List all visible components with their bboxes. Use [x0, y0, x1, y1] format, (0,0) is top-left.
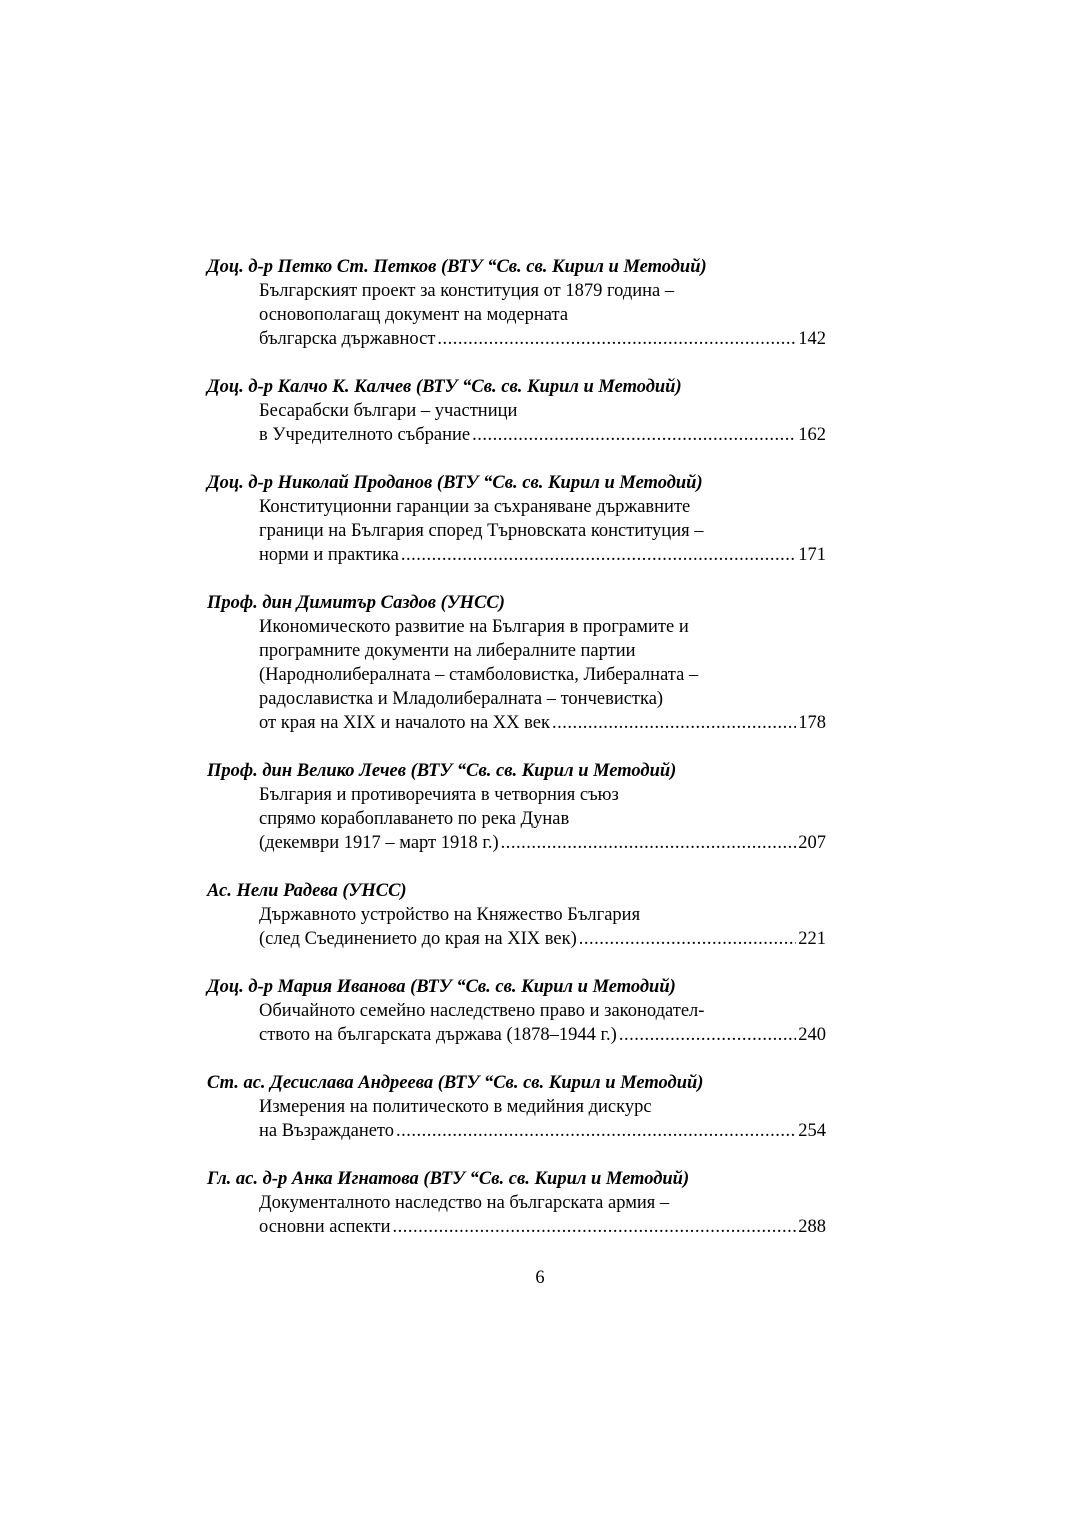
toc-entry [207, 591, 826, 735]
entry-title-line: Документалното наследство на българската армия – [259, 1193, 670, 1213]
dot-leader [619, 1023, 796, 1047]
entry-title-line: граници на България според Търновската конституция – [259, 521, 704, 541]
entry-page-number: 162 [798, 425, 826, 445]
entry-title-last-line [259, 327, 826, 351]
entry-author: Доц. д-р Мария Иванова (ВТУ “Св. св. Кирил и Методий) [207, 977, 676, 997]
entry-title-line: (декември 1917 – март 1918 г.) [259, 833, 499, 853]
entry-title-line: (след Съединението до края на XIX век) [259, 929, 577, 949]
entry-author: Ст. ас. Десислава Андреева (ВТУ “Св. св. Кирил и Методий) [207, 1073, 704, 1093]
dot-leader [401, 543, 796, 567]
entry-page-number: 178 [798, 713, 826, 733]
entry-page-number: 288 [798, 1217, 826, 1237]
entry-title-line: от края на XIX и началото на XX век [259, 713, 550, 733]
entry-title-line: норми и практика [259, 545, 399, 565]
entry-author: Проф. дин Димитър Саздов (УНСС) [207, 593, 505, 613]
entry-title-line: в Учредителното събрание [259, 425, 471, 445]
entry-title-last-line [259, 1215, 826, 1239]
toc-entry [207, 375, 826, 447]
entry-page-number: 240 [798, 1025, 826, 1045]
entry-page-number: 207 [798, 833, 826, 853]
toc-entry [207, 255, 826, 351]
entry-title-last-line [259, 831, 826, 855]
toc-entry [207, 471, 826, 567]
dot-leader [552, 711, 796, 735]
entry-author: Доц. д-р Николай Проданов (ВТУ “Св. св. Кирил и Методий) [207, 473, 703, 493]
entry-title-last-line [259, 1023, 826, 1047]
entry-page-number: 221 [798, 929, 826, 949]
entry-title-line: Икономическото развитие на България в програмите и [259, 617, 689, 637]
entry-author: Доц. д-р Петко Ст. Петков (ВТУ “Св. св. Кирил и Методий) [207, 257, 707, 277]
entry-title-last-line [259, 711, 826, 735]
entry-title-last-line [259, 927, 826, 951]
entry-title-line: на Възраждането [259, 1121, 395, 1141]
entry-title-last-line [259, 1119, 826, 1143]
entry-author: Проф. дин Велико Лечев (ВТУ “Св. св. Кирил и Методий) [207, 761, 677, 781]
dot-leader [393, 1215, 797, 1239]
dot-leader [472, 423, 796, 447]
entry-title-line: Българският проект за конституция от 1879 година – [259, 281, 675, 301]
entry-title-line: радославистка и Младолибералната – тончевистка) [259, 689, 664, 709]
toc-entry [207, 1071, 826, 1143]
dot-leader [437, 327, 796, 351]
entry-title-line: програмните документи на либералните партии [259, 641, 636, 661]
entry-title-line: основополагащ документ на модерната [259, 305, 569, 325]
entry-title-line: Бесарабски българи – участници [259, 401, 518, 421]
entry-title-line: спрямо корабоплаването по река Дунав [259, 809, 570, 829]
entry-page-number: 171 [798, 545, 826, 565]
entry-author: Доц. д-р Калчо К. Калчев (ВТУ “Св. св. Кирил и Методий) [207, 377, 682, 397]
dot-leader [501, 831, 797, 855]
entry-title-line: българска държавност [259, 329, 436, 349]
entry-title-line: Конституционни гаранции за съхраняване държавните [259, 497, 691, 517]
entry-title-line: Държавното устройство на Княжество България [259, 905, 641, 925]
page-number: 6 [535, 1268, 545, 1288]
toc-entry [207, 759, 826, 855]
entry-title-line: Обичайното семейно наследствено право и законодател- [259, 1001, 705, 1021]
toc-entry [207, 879, 826, 951]
entry-title-line: (Народнолибералната – стамболовистка, Либералната – [259, 665, 699, 685]
entry-title-last-line [259, 543, 826, 567]
entry-title-line: Измерения на политическото в медийния дискурс [259, 1097, 652, 1117]
entry-page-number: 254 [798, 1121, 826, 1141]
dot-leader [396, 1119, 796, 1143]
table-of-contents [207, 255, 826, 1263]
entry-title-line: основни аспекти [259, 1217, 391, 1237]
entry-page-number: 142 [798, 329, 826, 349]
entry-author: Гл. ас. д-р Анка Игнатова (ВТУ “Св. св. Кирил и Методий) [207, 1169, 690, 1189]
dot-leader [579, 927, 797, 951]
toc-entry [207, 975, 826, 1047]
toc-entry [207, 1167, 826, 1239]
entry-title-line: ството на българската държава (1878–1944 г.) [259, 1025, 617, 1045]
entry-title-line: България и противоречията в четворния съюз [259, 785, 619, 805]
entry-title-last-line [259, 423, 826, 447]
entry-author: Ас. Нели Радева (УНСС) [207, 881, 407, 901]
